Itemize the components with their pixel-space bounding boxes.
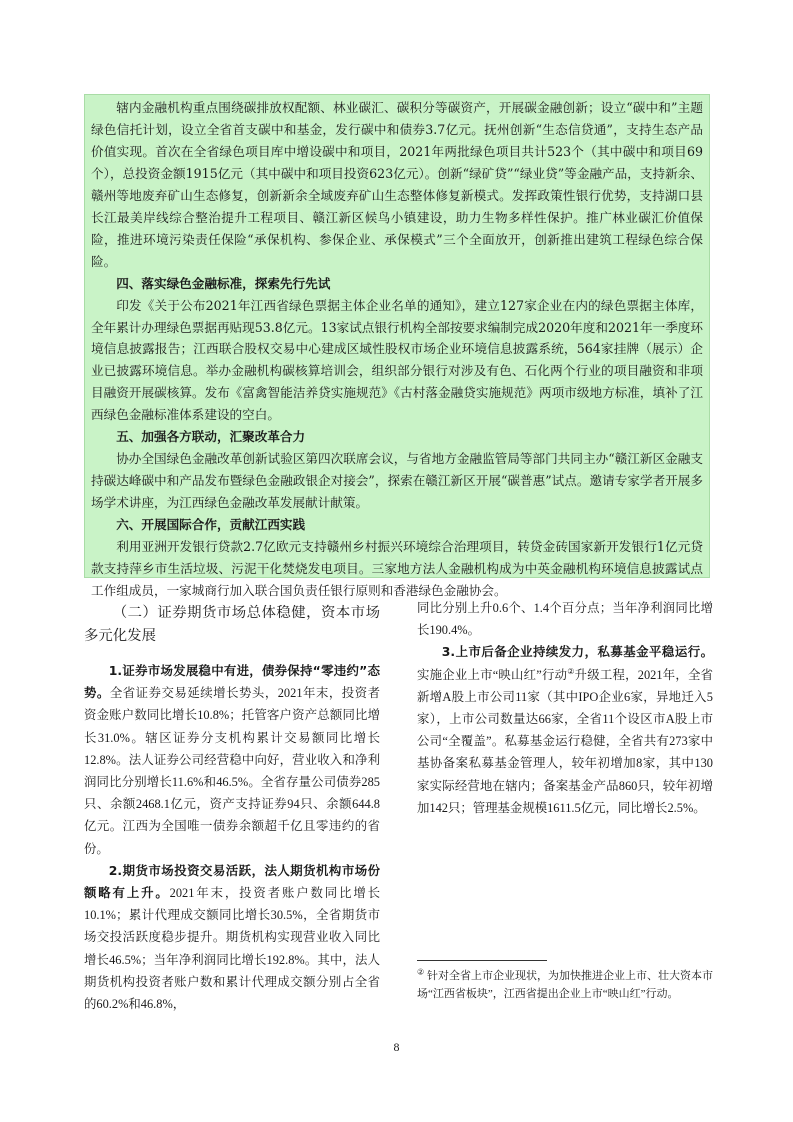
- box-paragraph-2: 印发《关于公布2021年江西省绿色票据主体企业名单的通知》，建立127家企业在内的绿色票据主体库，全年累计办理绿色票据再贴现53.8亿元。13家试点银行机构全部按要求编制完成2020年度和2021年一季度环境信息披露报告；江西联合股权交易中心建成区域性股权市场企业环境信息披露系统，564家挂牌（展示）企业已披露环境信息。举办金融机构碳核算培训会，组织部分银行对涉及有色、石化两个行业的项目融资和非项目融资开展碳核算。发布《富禽智能洁养贷实施规范》《古村落金融贷实施规范》两项市级地方标准，填补了江西绿色金融标准体系建设的空白。: [91, 297, 703, 423]
- left-column: [84, 602, 380, 1015]
- item-2-text: 2021年末，投资者账户数同比增长10.1%；累计代理成交额同比增长30.5%，全省期货市场交投活跃度稳步提升。期货机构实现营业收入同比增长46.5%；当年净利润同比增长192.8%。其中，法人期货机构投资者账户数和累计代理成交额分别占全省的60.2%和46.8%，: [84, 886, 381, 1012]
- heading-four: 四、落实绿色金融标准，探索先行先试: [116, 275, 331, 291]
- box-paragraph-3: 协办全国绿色金融改革创新试验区第四次联席会议，与省地方金融监管局等部门共同主办“赣江新区金融支持碳达峰碳中和产品发布暨绿色金融政银企对接会”，探索在赣江新区开展“碳普惠”试点。邀请专家学者开展多场学术讲座，为江西绿色金融改革发展献计献策。: [91, 451, 703, 511]
- item-3-paragraph: [417, 641, 713, 819]
- item-2-continued: 同比分别上升0.6个、1.4个百分点；当年净利润同比增长190.4%。: [417, 601, 713, 638]
- green-highlight-box: [84, 94, 710, 598]
- item-2-paragraph: [84, 860, 380, 1015]
- right-column: [417, 597, 713, 819]
- footnote-text: 针对全省上市企业现状，为加快推进企业上市、壮大资本市场“江西省板块”，江西省提出企业上市“映山红”行动。: [417, 970, 714, 1000]
- item-1-text: 全省证券交易延续增长势头，2021年末，投资者资金账户数同比增长10.8%；托管客户资产总额同比增长31.0%。辖区证券分支机构累计交易额同比增长12.8%。法人证券公司经营稳中向好，营业收入和净利润同比分别增长11.6%和46.5%。全省存量公司债券285只、余额2468.1亿元，资产支持证券94只、余额644.8亿元。江西为全国唯一债券余额超千亿且零违约的省份。: [84, 686, 381, 856]
- box-paragraph-4: 利用亚洲开发银行贷款2.7亿欧元支持赣州乡村振兴环境综合治理项目，转贷金砖国家新开发银行1亿元贷款支持萍乡市生活垃圾、污泥干化焚烧发电项目。三家地方法人金融机构成为中英金融机构环境信息披露试点工作组成员，一家城商行加入联合国负责任银行原则和香港绿色金融协会。: [91, 539, 703, 598]
- heading-six: 六、开展国际合作，贡献江西实践: [116, 517, 306, 533]
- item-3-text-a: 实施企业上市“映山红”行动: [417, 667, 568, 682]
- heading-five: 五、加强各方联动，汇聚改革合力: [116, 429, 306, 445]
- item-1-heading: 1.证券市场发展稳中有进，债券保持“零违约”态势。: [84, 663, 380, 701]
- item-1-paragraph: [84, 660, 380, 860]
- footnote: [417, 968, 713, 1003]
- page-number: 8: [393, 1040, 400, 1054]
- footnote-mark: ②: [417, 967, 425, 977]
- footnote-ref: ②: [567, 666, 575, 676]
- section-title: （二）证券期货市场总体稳健，资本市场多元化发展: [84, 605, 380, 644]
- item-3-text-b: 升级工程，2021年，全省新增A股上市公司11家（其中IPO企业6家，异地迁入5家），上市公司数量达66家，全省11个设区市A股上市公司“全覆盖”。私募基金运行稳健，全省共有273家中基协备案私募基金管理人，较年初增加8家，其中130家实际经营地在辖内；备案基金产品860只，较年初增加142只；管理基金规模1611.5亿元，同比增长2.5%。: [417, 667, 714, 815]
- item-2-heading: 2.期货市场投资交易活跃，法人期货机构市场份额略有上升。: [84, 862, 380, 901]
- footnote-divider: [417, 960, 547, 961]
- box-paragraph-1: 辖内金融机构重点围绕碳排放权配额、林业碳汇、碳积分等碳资产，开展碳金融创新；设立“碳中和”主题绿色信托计划，设立全省首支碳中和基金，发行碳中和债券3.7亿元。抚州创新“生态信贷通”，支持生态产品价值实现。首次在全省绿色项目库中增设碳中和项目，2021年两批绿色项目共计523个（其中碳中和项目69个），总投资金额1915亿元（其中碳中和项目投资623亿元）。创新“绿矿贷”“绿业贷”等金融产品，支持新余、赣州等地废弃矿山生态修复，创新新余全域废弃矿山生态整体修复新模式。发挥政策性银行优势，支持湖口县长江最美岸线综合整治提升工程项目、赣江新区候鸟小镇建设，助力生物多样性保护。推广林业碳汇价值保险，推进环境污染责任保险“承保机构、参保企业、承保模式”三个全面放开，创新推出建筑工程绿色综合保险。: [91, 100, 703, 269]
- item-3-heading: 3.上市后备企业持续发力，私募基金平稳运行。: [441, 644, 713, 660]
